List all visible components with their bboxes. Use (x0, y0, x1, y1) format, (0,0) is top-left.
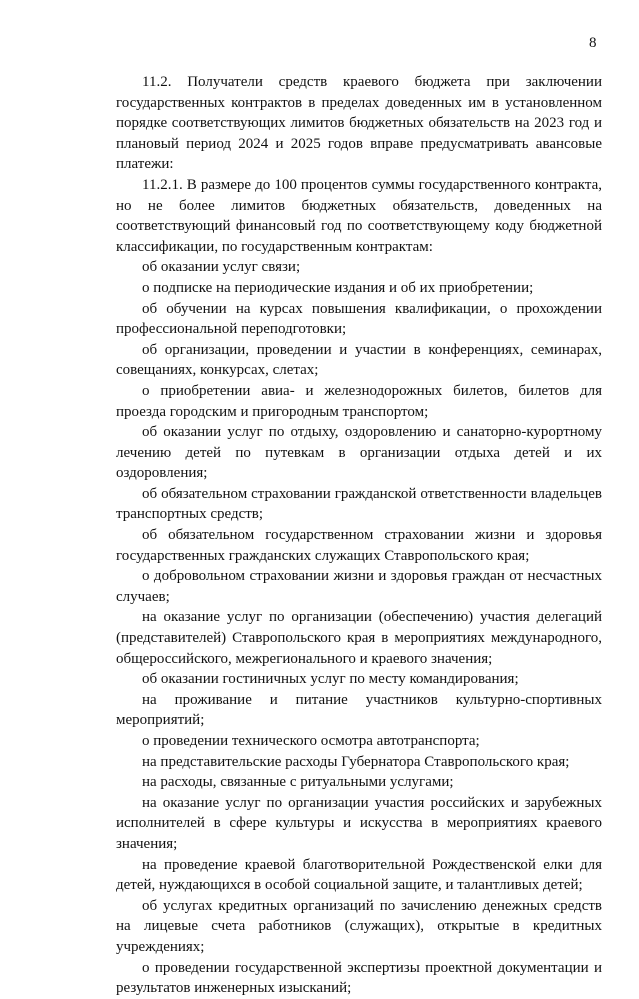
page-number: 8 (589, 35, 597, 51)
list-item: об обязательном страховании гражданской ответственности владельцев транспортных средств; (116, 485, 602, 523)
list-item: об оказании услуг связи; (142, 259, 301, 276)
list-item: на оказание услуг по организации (обеспечению) участия делегаций (представителей) Ставропольского края в мероприятиях международного, общероссийского, межрегионального и краевого значения; (116, 609, 602, 667)
list-item: о приобретении авиа- и железнодорожных билетов, билетов для проезда городским и пригородным транспортом; (116, 382, 602, 420)
list-item: на расходы, связанные с ритуальными услугами; (142, 774, 454, 791)
list-item: об обучении на курсах повышения квалификации, о прохождении профессиональной переподготовки; (116, 300, 602, 338)
list-item: об обязательном государственном страховании жизни и здоровья государственных гражданских служащих Ставропольского края; (116, 527, 602, 564)
list-item: об оказании гостиничных услуг по месту командирования; (142, 671, 519, 688)
paragraph-11-2-1: 11.2.1. В размере до 100 процентов суммы государственного контракта, но не более лимитов бюджетных обязательств, доведенных на соответствующий финансовый год по соответствующему коду бюджетной классификации, по государственным контрактам: (116, 176, 602, 255)
document-body (116, 72, 602, 999)
list-item: об организации, проведении и участии в конференциях, семинарах, совещаниях, конкурсах, слетах; (116, 341, 602, 379)
list-item: о добровольном страховании жизни и здоровья граждан от несчастных случаев; (116, 568, 602, 605)
list-item: о проведении государственной экспертизы проектной документации и результатов инженерных изысканий; (116, 959, 602, 997)
list-item: об оказании услуг по отдыху, оздоровлению и санаторно-курортному лечению детей по путевкам в организации отдыха детей и их оздоровления; (116, 424, 602, 482)
list-item: на проведение краевой благотворительной Рождественской елки для детей, нуждающихся в особой социальной защите, и талантливых детей; (116, 856, 602, 894)
list-item: о подписке на периодические издания и об их приобретении; (142, 279, 534, 296)
list-item: об услугах кредитных организаций по зачислению денежных средств на лицевые счета работников (служащих), открытые в кредитных учреждениях; (116, 897, 602, 955)
list-item: о проведении технического осмотра автотранспорта; (142, 733, 480, 749)
list-item: на представительские расходы Губернатора Ставропольского края; (142, 753, 570, 770)
paragraph-11-2: 11.2. Получатели средств краевого бюджета при заключении государственных контрактов в пределах доведенных им в установленном порядке соответствующих лимитов бюджетных обязательств на 2023 год и плановый период 2024 и 2025 годов вправе предусматривать авансовые платежи: (116, 74, 602, 173)
list-item: на проживание и питание участников культурно-спортивных мероприятий; (116, 691, 602, 729)
list-item: на оказание услуг по организации участия российских и зарубежных исполнителей в сфере культуры и искусства в мероприятиях краевого значения; (116, 794, 602, 852)
